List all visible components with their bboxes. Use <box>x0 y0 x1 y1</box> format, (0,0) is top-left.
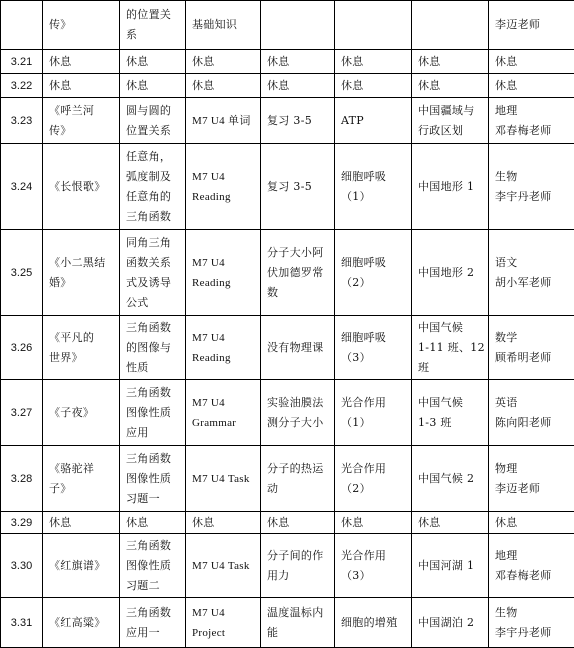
cell-text: 陈向阳老师 <box>495 413 570 433</box>
physics-cell <box>261 98 335 144</box>
cell-text: 《长恨歌》 <box>49 177 115 197</box>
cell-text: 班 <box>418 358 484 378</box>
cell-text: 休息 <box>341 76 407 96</box>
cell-text: 邓春梅老师 <box>495 121 570 141</box>
biology-cell <box>335 316 412 380</box>
math-cell <box>120 446 186 512</box>
physics-cell <box>261 74 335 98</box>
cell-text: 邓春梅老师 <box>495 566 570 586</box>
cell-text: 休息 <box>495 52 570 72</box>
english-cell <box>186 1 261 50</box>
cell-text: 数学 <box>495 328 570 348</box>
tutor-cell <box>489 50 574 74</box>
chinese-cell <box>43 512 120 534</box>
tutor-cell <box>489 144 574 230</box>
cell-text: Project <box>192 623 256 643</box>
chinese-cell <box>43 74 120 98</box>
geography-cell <box>412 98 489 144</box>
cell-text: 圆与圆的 <box>126 101 181 121</box>
geography-cell <box>412 598 489 648</box>
physics-cell <box>261 230 335 316</box>
cell-text: M7 U4 <box>192 603 256 623</box>
cell-text: 图像性质 <box>126 469 181 489</box>
date-cell: 3.24 <box>1 144 43 230</box>
cell-text: 《子夜》 <box>49 403 115 423</box>
biology-cell <box>335 144 412 230</box>
biology-cell <box>335 512 412 534</box>
cell-text: 中国河湖 1 <box>418 556 484 576</box>
cell-text: 李迈老师 <box>495 479 570 499</box>
cell-text: 休息 <box>49 513 115 533</box>
physics-cell <box>261 1 335 50</box>
cell-text: 同角三角 <box>126 233 181 253</box>
biology-cell <box>335 446 412 512</box>
cell-text: 世界》 <box>49 348 115 368</box>
cell-text: 习题二 <box>126 576 181 596</box>
cell-text: 休息 <box>126 76 181 96</box>
english-cell <box>186 98 261 144</box>
cell-text: 休息 <box>126 513 181 533</box>
math-cell <box>120 534 186 598</box>
cell-text: M7 U4 <box>192 328 256 348</box>
math-cell <box>120 598 186 648</box>
tutor-cell <box>489 534 574 598</box>
cell-text: 休息 <box>495 76 570 96</box>
date-cell: 3.21 <box>1 50 43 74</box>
cell-text: （3） <box>341 566 407 586</box>
cell-text: 1-11 班、12 <box>418 338 484 358</box>
biology-cell <box>335 1 412 50</box>
cell-text: 休息 <box>192 513 256 533</box>
biology-cell <box>335 98 412 144</box>
cell-text: 温度温标内 <box>267 603 330 623</box>
cell-text: 休息 <box>49 76 115 96</box>
date-cell: 3.31 <box>1 598 43 648</box>
cell-text: 生物 <box>495 167 570 187</box>
biology-cell <box>335 74 412 98</box>
cell-text: 李宇丹老师 <box>495 623 570 643</box>
english-cell <box>186 534 261 598</box>
physics-cell <box>261 534 335 598</box>
cell-text: 细胞呼吸 <box>341 167 407 187</box>
biology-cell <box>335 230 412 316</box>
tutor-cell <box>489 98 574 144</box>
tutor-cell <box>489 446 574 512</box>
cell-text: 中国疆域与 <box>418 101 484 121</box>
tutor-cell <box>489 598 574 648</box>
cell-text: 行政区划 <box>418 121 484 141</box>
cell-text: 传》 <box>49 121 115 141</box>
cell-text: 顾希明老师 <box>495 348 570 368</box>
date-cell: 3.23 <box>1 98 43 144</box>
english-cell <box>186 380 261 446</box>
cell-text: 休息 <box>418 513 484 533</box>
table-row <box>1 144 574 230</box>
cell-text: M7 U4 <box>192 253 256 273</box>
date-cell <box>1 1 43 50</box>
biology-cell <box>335 380 412 446</box>
math-cell <box>120 50 186 74</box>
tutor-cell <box>489 1 574 50</box>
cell-text: 测分子大小 <box>267 413 330 433</box>
cell-text: 光合作用 <box>341 459 407 479</box>
cell-text: 分子大小阿 <box>267 243 330 263</box>
chinese-cell <box>43 230 120 316</box>
table-row <box>1 534 574 598</box>
geography-cell <box>412 534 489 598</box>
english-cell <box>186 512 261 534</box>
cell-text: 能 <box>267 623 330 643</box>
cell-text: 图像性质 <box>126 403 181 423</box>
english-cell <box>186 230 261 316</box>
date-cell: 3.26 <box>1 316 43 380</box>
cell-text: 三角函数 <box>126 207 181 227</box>
cell-text: Grammar <box>192 413 256 433</box>
cell-text: 习题一 <box>126 489 181 509</box>
cell-text: 分子间的作 <box>267 546 330 566</box>
cell-text: 细胞呼吸 <box>341 328 407 348</box>
cell-text: 《骆驼祥 <box>49 459 115 479</box>
chinese-cell <box>43 598 120 648</box>
schedule-body <box>1 1 574 648</box>
cell-text: 地理 <box>495 101 570 121</box>
biology-cell <box>335 534 412 598</box>
cell-text: Reading <box>192 348 256 368</box>
cell-text: 休息 <box>418 76 484 96</box>
tutor-cell <box>489 512 574 534</box>
cell-text: 中国湖泊 2 <box>418 613 484 633</box>
physics-cell <box>261 50 335 74</box>
cell-text: 中国地形 2 <box>418 263 484 283</box>
cell-text: 应用一 <box>126 623 181 643</box>
cell-text: 没有物理课 <box>267 338 330 358</box>
date-cell: 3.29 <box>1 512 43 534</box>
table-row <box>1 1 574 50</box>
cell-text: 休息 <box>418 52 484 72</box>
biology-cell <box>335 598 412 648</box>
cell-text: 1-3 班 <box>418 413 484 433</box>
cell-text: 动 <box>267 479 330 499</box>
cell-text: Reading <box>192 187 256 207</box>
english-cell <box>186 316 261 380</box>
chinese-cell <box>43 316 120 380</box>
cell-text: 中国气候 <box>418 393 484 413</box>
cell-text: Reading <box>192 273 256 293</box>
cell-text: M7 U4 <box>192 167 256 187</box>
cell-text: 婚》 <box>49 273 115 293</box>
cell-text: M7 U4 Task <box>192 556 256 576</box>
cell-text: ATP <box>341 111 407 131</box>
math-cell <box>120 144 186 230</box>
math-cell <box>120 316 186 380</box>
geography-cell <box>412 230 489 316</box>
cell-text: 复习 3-5 <box>267 177 330 197</box>
chinese-cell <box>43 50 120 74</box>
cell-text: 胡小军老师 <box>495 273 570 293</box>
date-cell: 3.27 <box>1 380 43 446</box>
cell-text: 伏加德罗常 <box>267 263 330 283</box>
date-cell: 3.30 <box>1 534 43 598</box>
cell-text: 基础知识 <box>192 15 256 35</box>
cell-text: 应用 <box>126 423 181 443</box>
cell-text: 弧度制及 <box>126 167 181 187</box>
cell-text: 休息 <box>267 513 330 533</box>
cell-text: 细胞呼吸 <box>341 253 407 273</box>
cell-text: 任意角的 <box>126 187 181 207</box>
tutor-cell <box>489 380 574 446</box>
cell-text: 《呼兰河 <box>49 101 115 121</box>
cell-text: （1） <box>341 187 407 207</box>
table-row <box>1 316 574 380</box>
geography-cell <box>412 316 489 380</box>
cell-text: 《红旗谱》 <box>49 556 115 576</box>
table-row <box>1 74 574 98</box>
geography-cell <box>412 380 489 446</box>
cell-text: 光合作用 <box>341 546 407 566</box>
cell-text: M7 U4 Task <box>192 469 256 489</box>
table-row <box>1 598 574 648</box>
cell-text: （3） <box>341 348 407 368</box>
cell-text: 休息 <box>192 52 256 72</box>
math-cell <box>120 74 186 98</box>
cell-text: 物理 <box>495 459 570 479</box>
cell-text: 的位置关 <box>126 5 181 25</box>
table-row <box>1 230 574 316</box>
cell-text: 休息 <box>341 52 407 72</box>
cell-text: M7 U4 <box>192 393 256 413</box>
physics-cell <box>261 446 335 512</box>
cell-text: 子》 <box>49 479 115 499</box>
cell-text: 实验油膜法 <box>267 393 330 413</box>
cell-text: 三角函数 <box>126 536 181 556</box>
cell-text: 休息 <box>495 513 570 533</box>
geography-cell <box>412 1 489 50</box>
table-row <box>1 512 574 534</box>
physics-cell <box>261 512 335 534</box>
cell-text: 位置关系 <box>126 121 181 141</box>
cell-text: 复习 3-5 <box>267 111 330 131</box>
date-cell: 3.22 <box>1 74 43 98</box>
cell-text: 式及诱导 <box>126 273 181 293</box>
chinese-cell <box>43 446 120 512</box>
cell-text: 李宇丹老师 <box>495 187 570 207</box>
cell-text: 三角函数 <box>126 318 181 338</box>
date-cell: 3.25 <box>1 230 43 316</box>
english-cell <box>186 446 261 512</box>
tutor-cell <box>489 74 574 98</box>
tutor-cell <box>489 316 574 380</box>
cell-text: 《平凡的 <box>49 328 115 348</box>
cell-text: 生物 <box>495 603 570 623</box>
cell-text: 英语 <box>495 393 570 413</box>
cell-text: 用力 <box>267 566 330 586</box>
cell-text: 地理 <box>495 546 570 566</box>
biology-cell <box>335 50 412 74</box>
date-cell: 3.28 <box>1 446 43 512</box>
table-row <box>1 380 574 446</box>
table-row <box>1 98 574 144</box>
cell-text: 休息 <box>341 513 407 533</box>
cell-text: 中国气候 2 <box>418 469 484 489</box>
cell-text: （1） <box>341 413 407 433</box>
cell-text: 三角函数 <box>126 603 181 623</box>
physics-cell <box>261 380 335 446</box>
cell-text: 休息 <box>267 52 330 72</box>
geography-cell <box>412 512 489 534</box>
english-cell <box>186 74 261 98</box>
cell-text: M7 U4 单词 <box>192 111 256 131</box>
cell-text: 的图像与 <box>126 338 181 358</box>
physics-cell <box>261 316 335 380</box>
geography-cell <box>412 446 489 512</box>
cell-text: 三角函数 <box>126 449 181 469</box>
cell-text: 分子的热运 <box>267 459 330 479</box>
cell-text: 《小二黑结 <box>49 253 115 273</box>
cell-text: 休息 <box>126 52 181 72</box>
cell-text: 公式 <box>126 293 181 313</box>
chinese-cell <box>43 144 120 230</box>
cell-text: 系 <box>126 25 181 45</box>
math-cell <box>120 1 186 50</box>
tutor-cell <box>489 230 574 316</box>
geography-cell <box>412 74 489 98</box>
cell-text: 传》 <box>49 15 115 35</box>
chinese-cell <box>43 1 120 50</box>
chinese-cell <box>43 534 120 598</box>
english-cell <box>186 144 261 230</box>
cell-text: 语文 <box>495 253 570 273</box>
cell-text: 休息 <box>49 52 115 72</box>
cell-text: （2） <box>341 479 407 499</box>
math-cell <box>120 230 186 316</box>
geography-cell <box>412 50 489 74</box>
table-row <box>1 446 574 512</box>
cell-text: 任意角， <box>126 147 181 167</box>
table-row <box>1 50 574 74</box>
cell-text: 中国地形 1 <box>418 177 484 197</box>
geography-cell <box>412 144 489 230</box>
cell-text: 《红高粱》 <box>49 613 115 633</box>
cell-text: 休息 <box>267 76 330 96</box>
english-cell <box>186 50 261 74</box>
math-cell <box>120 380 186 446</box>
cell-text: 性质 <box>126 358 181 378</box>
cell-text: 数 <box>267 283 330 303</box>
physics-cell <box>261 144 335 230</box>
cell-text: 光合作用 <box>341 393 407 413</box>
cell-text: 李迈老师 <box>495 15 570 35</box>
chinese-cell <box>43 98 120 144</box>
cell-text: 中国气候 <box>418 318 484 338</box>
cell-text: 函数关系 <box>126 253 181 273</box>
physics-cell <box>261 598 335 648</box>
cell-text: 细胞的增殖 <box>341 613 407 633</box>
math-cell <box>120 512 186 534</box>
cell-text: 图像性质 <box>126 556 181 576</box>
chinese-cell <box>43 380 120 446</box>
cell-text: （2） <box>341 273 407 293</box>
math-cell <box>120 98 186 144</box>
cell-text: 休息 <box>192 76 256 96</box>
english-cell <box>186 598 261 648</box>
cell-text: 三角函数 <box>126 383 181 403</box>
